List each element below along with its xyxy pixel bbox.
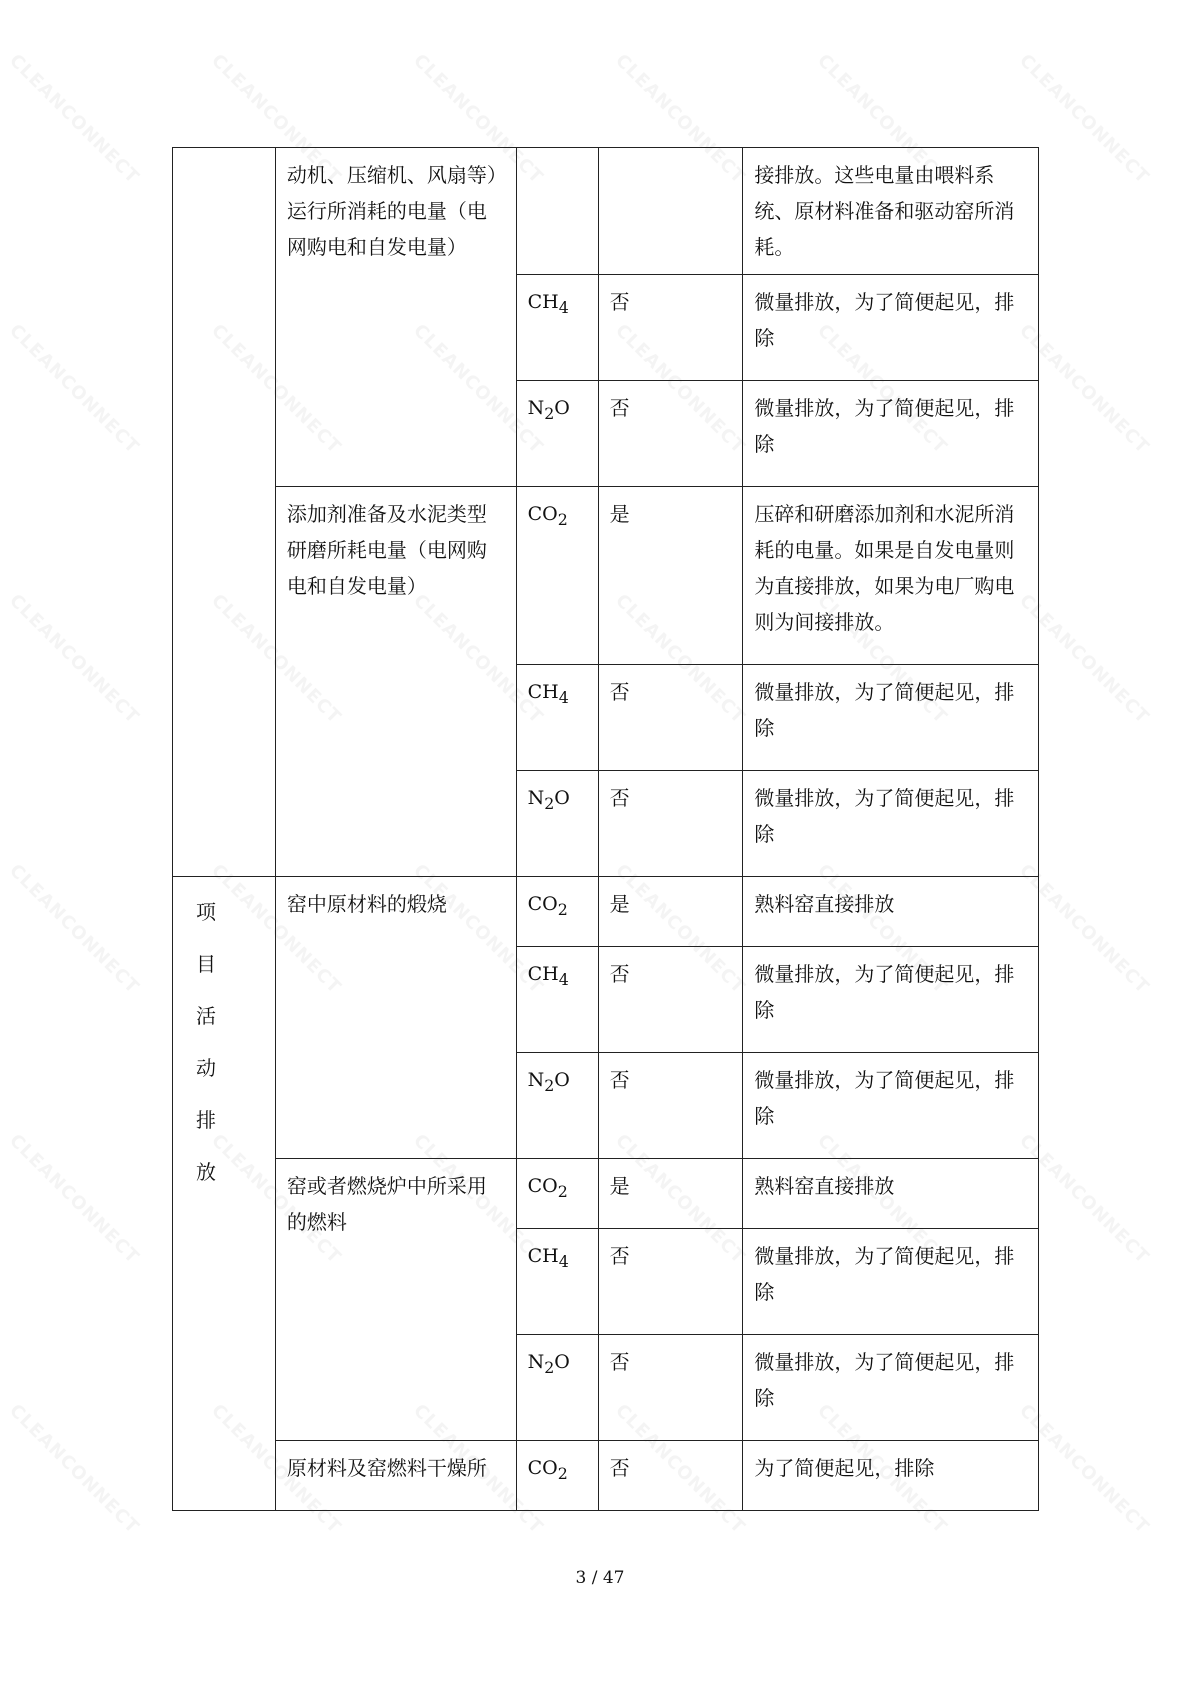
include-cell: 否 bbox=[598, 1441, 743, 1511]
include-cell: 否 bbox=[598, 1335, 743, 1441]
gas-cell: $N_2O$ bbox=[516, 1335, 598, 1441]
watermark-text bbox=[5, 1400, 143, 1538]
table-row bbox=[173, 877, 1039, 947]
gas-cell: $CH_4$ bbox=[516, 1229, 598, 1335]
source-cell: 窑或者燃烧炉中所采用的燃料 bbox=[275, 1159, 516, 1441]
reason-cell: 熟料窑直接排放 bbox=[743, 1159, 1039, 1229]
gas-cell: $CO_2$ bbox=[516, 877, 598, 947]
gas-cell: $N_2O$ bbox=[516, 1053, 598, 1159]
gas-cell: $CH_4$ bbox=[516, 275, 598, 381]
reason-cell: 微量排放，为了简便起见，排除 bbox=[743, 1229, 1039, 1335]
reason-cell: 微量排放，为了简便起见，排除 bbox=[743, 1053, 1039, 1159]
reason-cell: 微量排放，为了简便起见，排除 bbox=[743, 381, 1039, 487]
include-cell: 否 bbox=[598, 771, 743, 877]
gas-cell: $CO_2$ bbox=[516, 1441, 598, 1511]
gas-cell: $CO_2$ bbox=[516, 1159, 598, 1229]
page-number: 3 / 47 bbox=[575, 1568, 625, 1588]
include-cell: 否 bbox=[598, 275, 743, 381]
section-label-vertical: 项 目 活 动 排 放 bbox=[196, 900, 216, 1184]
reason-cell: 微量排放，为了简便起见，排除 bbox=[743, 665, 1039, 771]
reason-cell: 接排放。这些电量由喂料系统、原材料准备和驱动窑所消耗。 bbox=[743, 148, 1039, 275]
include-cell: 否 bbox=[598, 665, 743, 771]
include-cell: 是 bbox=[598, 877, 743, 947]
watermark-text bbox=[5, 320, 143, 458]
table-row bbox=[173, 1441, 1039, 1511]
watermark-text bbox=[5, 1130, 143, 1268]
table-row bbox=[173, 1159, 1039, 1229]
reason-cell: 微量排放，为了简便起见，排除 bbox=[743, 1335, 1039, 1441]
gas-cell bbox=[516, 148, 598, 275]
source-cell: 添加剂准备及水泥类型研磨所耗电量（电网购电和自发电量） bbox=[275, 487, 516, 877]
gas-cell: $CH_4$ bbox=[516, 665, 598, 771]
watermark-text bbox=[5, 50, 143, 188]
include-cell: 否 bbox=[598, 1053, 743, 1159]
include-cell: 否 bbox=[598, 947, 743, 1053]
watermark-text bbox=[5, 590, 143, 728]
source-cell: 原材料及窑燃料干燥所 bbox=[275, 1441, 516, 1511]
include-cell: 是 bbox=[598, 487, 743, 665]
include-cell: 是 bbox=[598, 1159, 743, 1229]
reason-cell: 微量排放，为了简便起见，排除 bbox=[743, 771, 1039, 877]
gas-cell: $N_2O$ bbox=[516, 771, 598, 877]
gas-cell: $N_2O$ bbox=[516, 381, 598, 487]
emission-source-table bbox=[172, 147, 1039, 1511]
gas-cell: $CH_4$ bbox=[516, 947, 598, 1053]
table-row bbox=[173, 487, 1039, 665]
source-cell: 动机、压缩机、风扇等）运行所消耗的电量（电网购电和自发电量） bbox=[275, 148, 516, 487]
reason-cell: 微量排放，为了简便起见，排除 bbox=[743, 275, 1039, 381]
reason-cell: 熟料窑直接排放 bbox=[743, 877, 1039, 947]
reason-cell: 为了简便起见，排除 bbox=[743, 1441, 1039, 1511]
include-cell: 否 bbox=[598, 1229, 743, 1335]
table-row bbox=[173, 148, 1039, 275]
source-cell: 窑中原材料的煅烧 bbox=[275, 877, 516, 1159]
include-cell: 否 bbox=[598, 381, 743, 487]
reason-cell: 微量排放，为了简便起见，排除 bbox=[743, 947, 1039, 1053]
section-label-cell bbox=[173, 877, 276, 1511]
reason-cell: 压碎和研磨添加剂和水泥所消耗的电量。如果是自发电量则为直接排放，如果为电厂购电则为间接排放。 bbox=[743, 487, 1039, 665]
include-cell bbox=[598, 148, 743, 275]
section-label-cell-continued bbox=[173, 148, 276, 877]
gas-cell: $CO_2$ bbox=[516, 487, 598, 665]
watermark-text bbox=[5, 860, 143, 998]
